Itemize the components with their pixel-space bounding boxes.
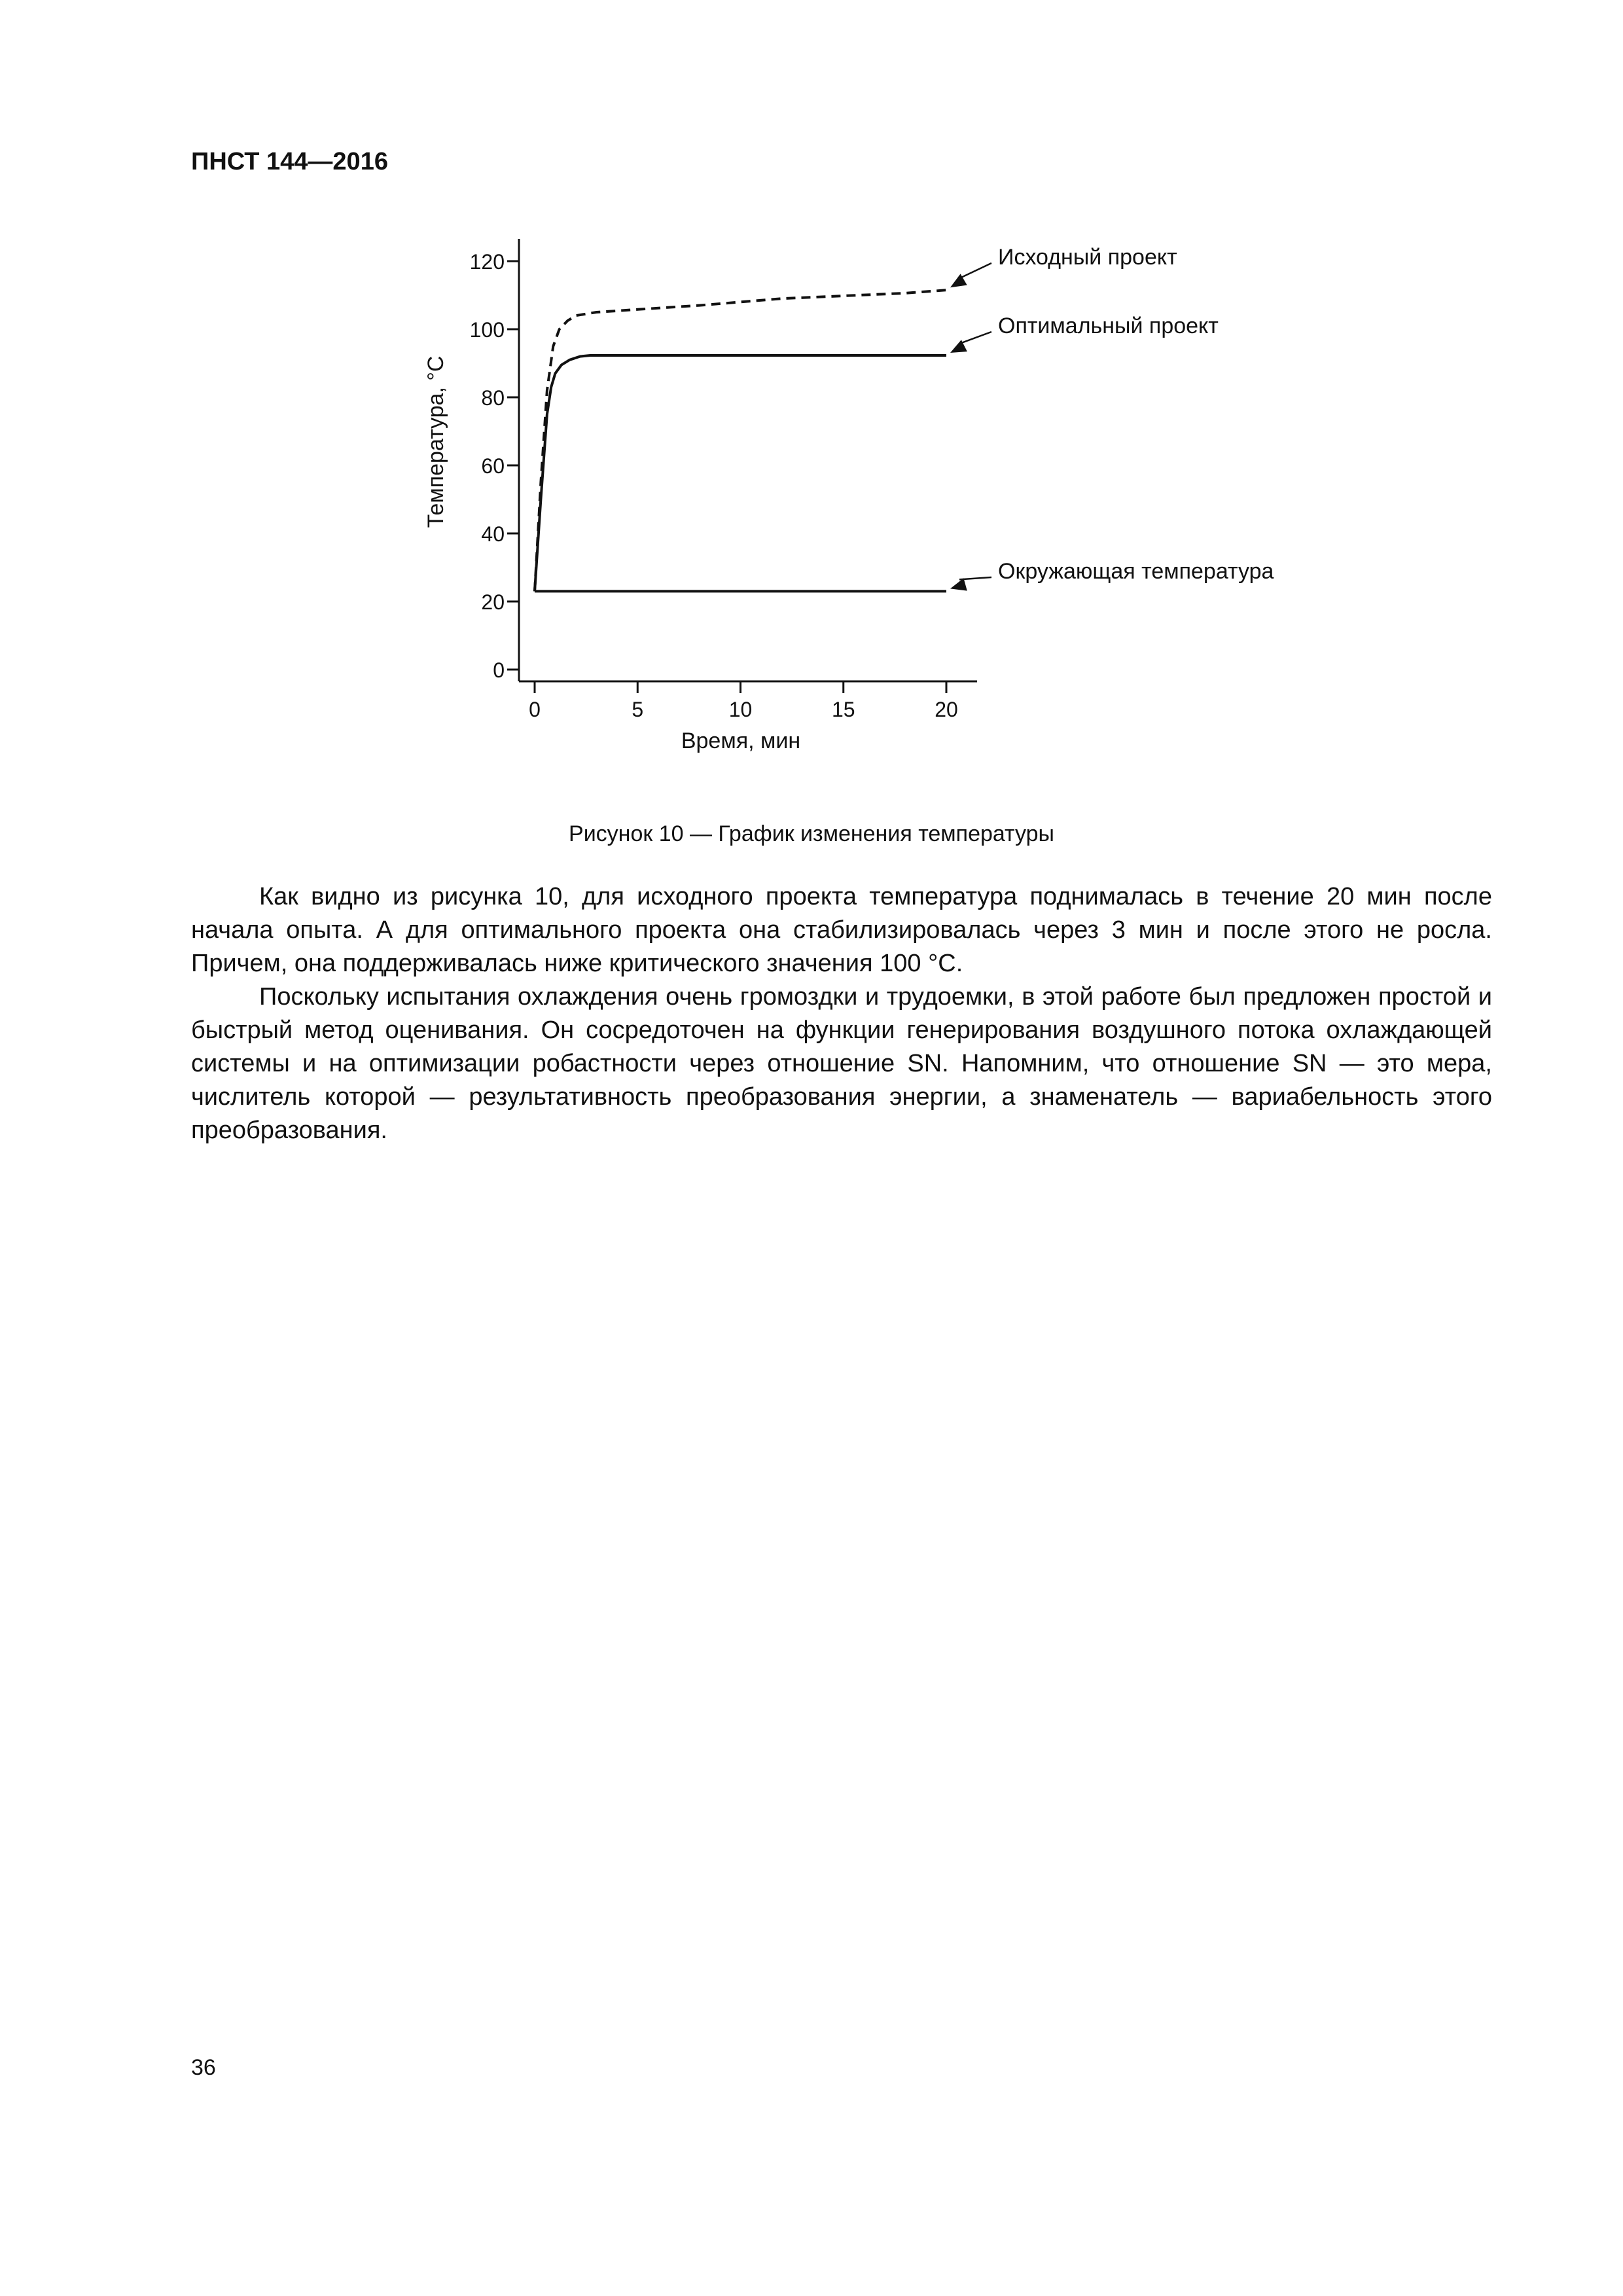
chart-series-labels: [950, 245, 1274, 591]
x-axis-label: Время, мин: [681, 728, 801, 753]
series-label: Оптимальный проект: [998, 314, 1219, 338]
series-label: Окружающая температура: [998, 559, 1274, 584]
y-axis-label: Температура, °С: [423, 355, 448, 528]
paragraph: Как видно из рисунка 10, для исходного проекта температура поднималась в течение 20 мин после начала опыта. А для оптимального проекта она стабилизировалась через 3 мин и после этого не росла. Причем, она поддерживалась ниже критического значения 100 °С.: [191, 883, 1492, 977]
x-tick-label: 10: [728, 698, 753, 721]
leader-line: [959, 577, 991, 579]
y-tick-label: 120: [469, 250, 505, 274]
y-tick-label: 0: [493, 658, 505, 682]
body-text: [191, 880, 1492, 1147]
y-tick-label: 100: [469, 318, 505, 342]
chart-svg: [406, 232, 1335, 769]
leader-line: [959, 263, 991, 278]
x-tick-label: 20: [935, 698, 958, 721]
y-tick-label: 80: [481, 386, 505, 410]
paragraph: Поскольку испытания охлаждения очень громоздки и трудоемки, в этой работе был предложен простой и быстрый метод оценивания. Он сосредоточен на функции генерирования воздушного потока охлаждающей системы и на оптимизации робастности через отношение SN. Напомним, что отношение SN — это мера, числитель которой — результативность преобразования энергии, а знаменатель — вариабельность этого преобразования.: [191, 983, 1492, 1144]
leader-arrow: [950, 578, 967, 590]
series-line: [535, 355, 946, 591]
chart-axes: [470, 239, 977, 721]
x-tick-label: 15: [831, 698, 855, 721]
page-number: 36: [191, 2055, 216, 2080]
series-line: [535, 290, 946, 591]
temperature-chart: [406, 232, 1335, 769]
y-tick-label: 40: [481, 522, 505, 546]
x-tick-label: 5: [632, 698, 644, 721]
series-label: Исходный проект: [998, 245, 1177, 270]
y-tick-label: 60: [481, 454, 505, 478]
figure-caption: Рисунок 10 — График изменения температуры: [569, 821, 1054, 846]
chart-series: [535, 290, 946, 591]
document-header: ПНСТ 144—2016: [191, 148, 388, 175]
x-tick-label: 0: [529, 698, 541, 721]
leader-line: [959, 332, 991, 344]
y-tick-label: 20: [481, 590, 505, 614]
